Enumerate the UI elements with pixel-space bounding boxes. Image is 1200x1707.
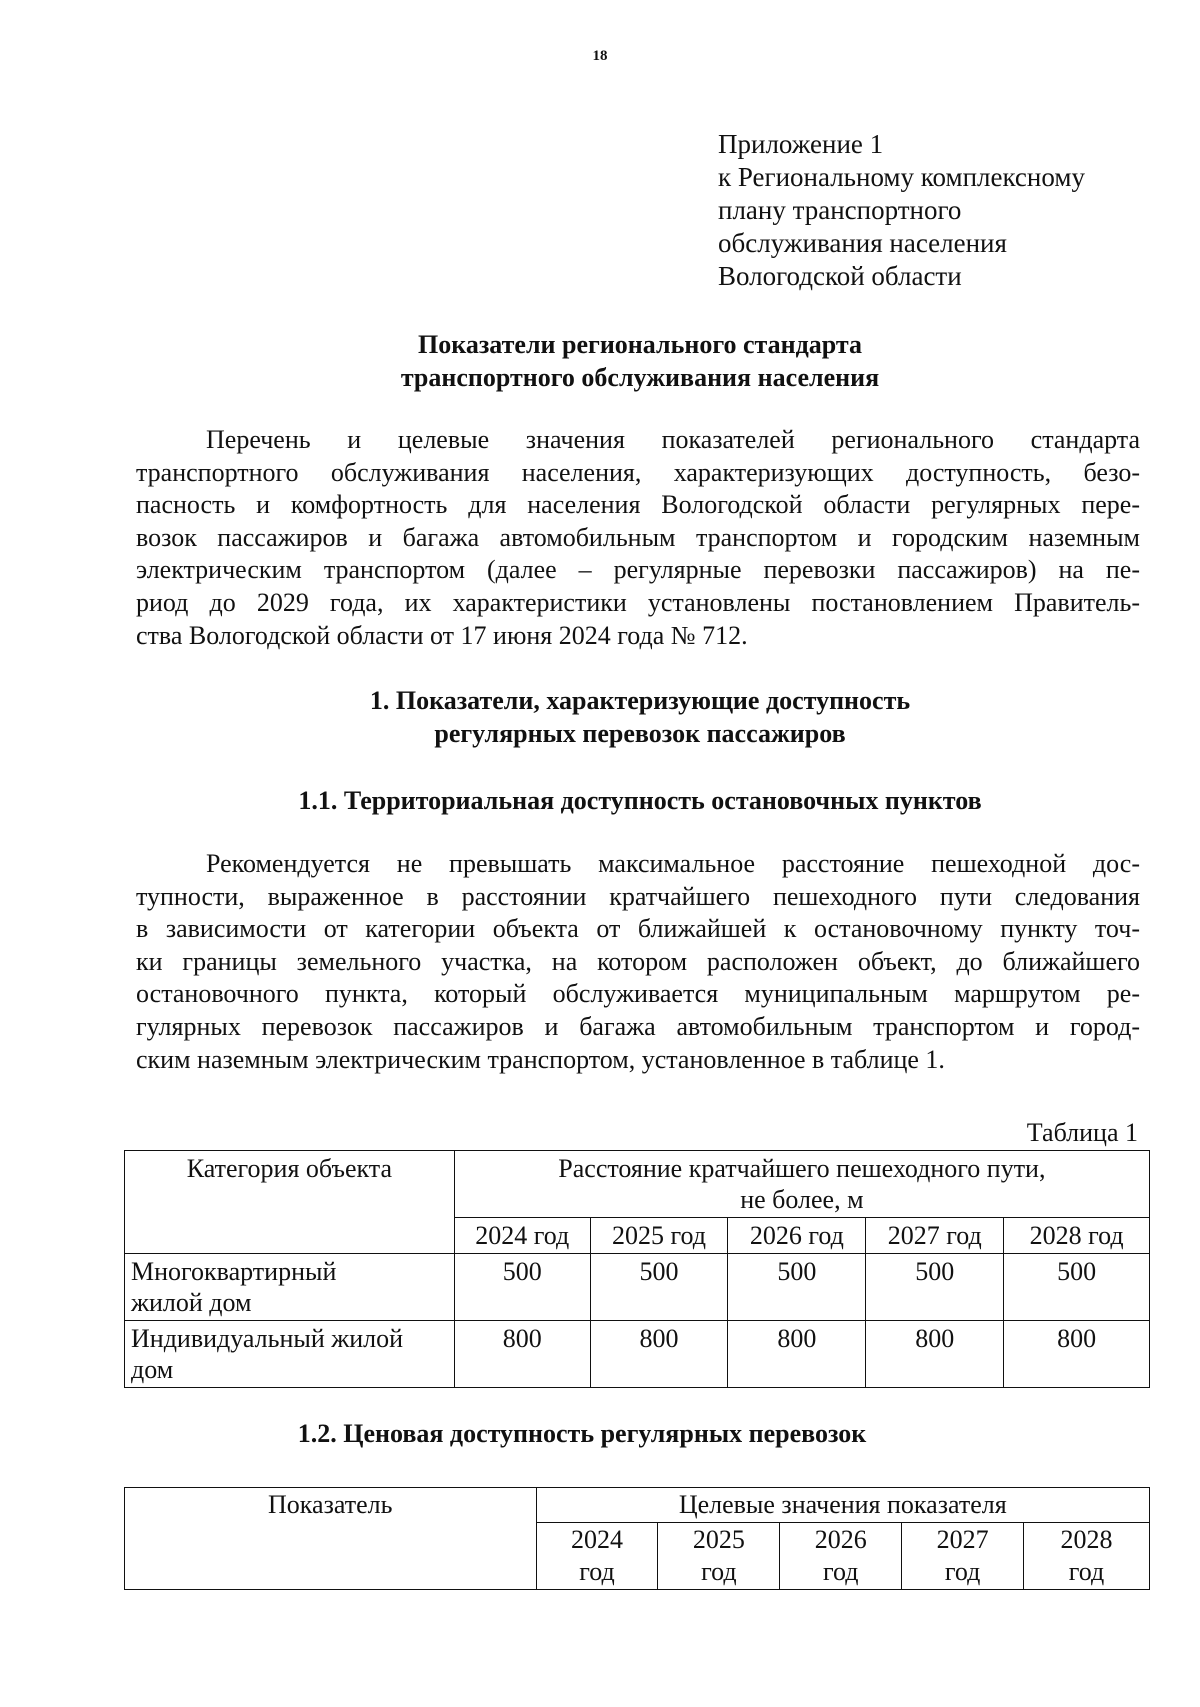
body-line: тупности, выраженное в расстоянии кратчайшего пешеходного пути следования xyxy=(136,881,1140,911)
value-cell: 500 xyxy=(454,1254,590,1321)
table-1 xyxy=(124,1150,1150,1388)
year-cell xyxy=(536,1523,658,1590)
category-line: дом xyxy=(131,1355,174,1384)
appendix-line: обслуживания населения xyxy=(718,228,1007,258)
year-cell xyxy=(780,1523,902,1590)
year-number: 2024 xyxy=(570,1525,623,1554)
value-cell: 800 xyxy=(728,1321,866,1388)
year-cell: 2028 год xyxy=(1004,1218,1150,1254)
value-cell: 500 xyxy=(866,1254,1004,1321)
intro-line: риод до 2029 года, их характеристики установлены постановлением Правитель- xyxy=(136,587,1140,617)
year-number: 2026 xyxy=(814,1525,867,1554)
year-number: 2028 xyxy=(1060,1525,1113,1554)
value-cell: 800 xyxy=(454,1321,590,1388)
intro-line: ства Вологодской области от 17 июня 2024 года № 712. xyxy=(136,620,748,650)
value-cell: 500 xyxy=(590,1254,728,1321)
year-cell: 2027 год xyxy=(866,1218,1004,1254)
table-2 xyxy=(124,1487,1150,1590)
section-1-title xyxy=(0,684,1200,750)
body-line: гулярных перевозок пассажиров и багажа автомобильным транспортом и город- xyxy=(136,1011,1140,1041)
appendix-block xyxy=(718,128,1085,293)
table-header-row xyxy=(125,1488,1150,1523)
body-line: в зависимости от категории объекта от ближайшей к остановочному пункту точ- xyxy=(136,914,1140,944)
header-distance xyxy=(454,1151,1149,1218)
header-targets: Целевые значения показателя xyxy=(536,1488,1150,1523)
value-cell: 500 xyxy=(1004,1254,1150,1321)
category-cell xyxy=(125,1254,455,1321)
header-category: Категория объекта xyxy=(125,1151,455,1254)
year-cell: 2026 год xyxy=(728,1218,866,1254)
year-suffix: год xyxy=(579,1557,615,1586)
table-1-caption: Таблица 1 xyxy=(1026,1118,1138,1147)
title-line: Показатели регионального стандарта xyxy=(418,330,862,359)
year-cell xyxy=(658,1523,780,1590)
page-number: 18 xyxy=(592,48,608,64)
intro-line: пасность и комфортность для населения Вологодской области регулярных пере- xyxy=(136,490,1140,520)
value-cell: 500 xyxy=(728,1254,866,1321)
year-cell: 2024 год xyxy=(454,1218,590,1254)
value-cell: 800 xyxy=(866,1321,1004,1388)
title-line: транспортного обслуживания населения xyxy=(400,363,880,392)
category-cell xyxy=(125,1321,455,1388)
body-line: ским наземным электрическим транспортом, установленное в таблице 1. xyxy=(136,1044,945,1074)
value-cell: 800 xyxy=(590,1321,728,1388)
section-title-line: регулярных перевозок пассажиров xyxy=(434,719,846,748)
header-distance-line: Расстояние кратчайшего пешеходного пути, xyxy=(558,1154,1046,1183)
table-row xyxy=(125,1321,1150,1388)
category-line: жилой дом xyxy=(131,1288,252,1317)
section-1-1-title: 1.1. Территориальная доступность остановочных пунктов xyxy=(298,786,982,815)
section-title-line: 1. Показатели, характеризующие доступность xyxy=(369,686,911,715)
table-row xyxy=(125,1254,1150,1321)
year-cell xyxy=(1024,1523,1150,1590)
year-suffix: год xyxy=(1068,1557,1105,1586)
appendix-line: Вологодской области xyxy=(718,261,962,291)
year-cell: 2025 год xyxy=(590,1218,728,1254)
intro-line: Перечень и целевые значения показателей регионального стандарта xyxy=(206,425,1140,454)
value-cell: 800 xyxy=(1004,1321,1150,1388)
body-line: остановочного пункта, который обслуживается муниципальным маршрутом ре- xyxy=(136,979,1140,1009)
section-1-2-title: 1.2. Ценовая доступность регулярных перевозок xyxy=(297,1419,867,1448)
year-number: 2027 xyxy=(936,1525,989,1554)
year-suffix: год xyxy=(944,1557,981,1586)
document-title xyxy=(0,328,1200,394)
category-line: Индивидуальный жилой xyxy=(131,1324,404,1353)
header-indicator: Показатель xyxy=(125,1488,537,1590)
body-paragraph xyxy=(136,848,1140,1076)
year-suffix: год xyxy=(822,1557,859,1586)
body-line: ки границы земельного участка, на котором расположен объект, до ближайшего xyxy=(136,946,1140,976)
intro-line: возок пассажиров и багажа автомобильным транспортом и городским наземным xyxy=(136,522,1140,552)
appendix-line: к Региональному комплексному xyxy=(718,162,1085,192)
year-number: 2025 xyxy=(692,1525,745,1554)
year-suffix: год xyxy=(701,1557,737,1586)
category-line: Многоквартирный xyxy=(131,1257,337,1286)
year-cell xyxy=(902,1523,1024,1590)
intro-line: электрическим транспортом (далее – регулярные перевозки пассажиров) на пе- xyxy=(136,555,1140,585)
body-line: Рекомендуется не превышать максимальное расстояние пешеходной дос- xyxy=(206,849,1140,878)
intro-line: транспортного обслуживания населения, характеризующих доступность, безо- xyxy=(136,457,1140,487)
appendix-line: Приложение 1 xyxy=(718,129,884,159)
header-distance-line: не более, м xyxy=(740,1185,864,1214)
table-header-row xyxy=(125,1151,1150,1218)
appendix-line: плану транспортного xyxy=(718,195,962,225)
intro-paragraph xyxy=(136,424,1140,652)
